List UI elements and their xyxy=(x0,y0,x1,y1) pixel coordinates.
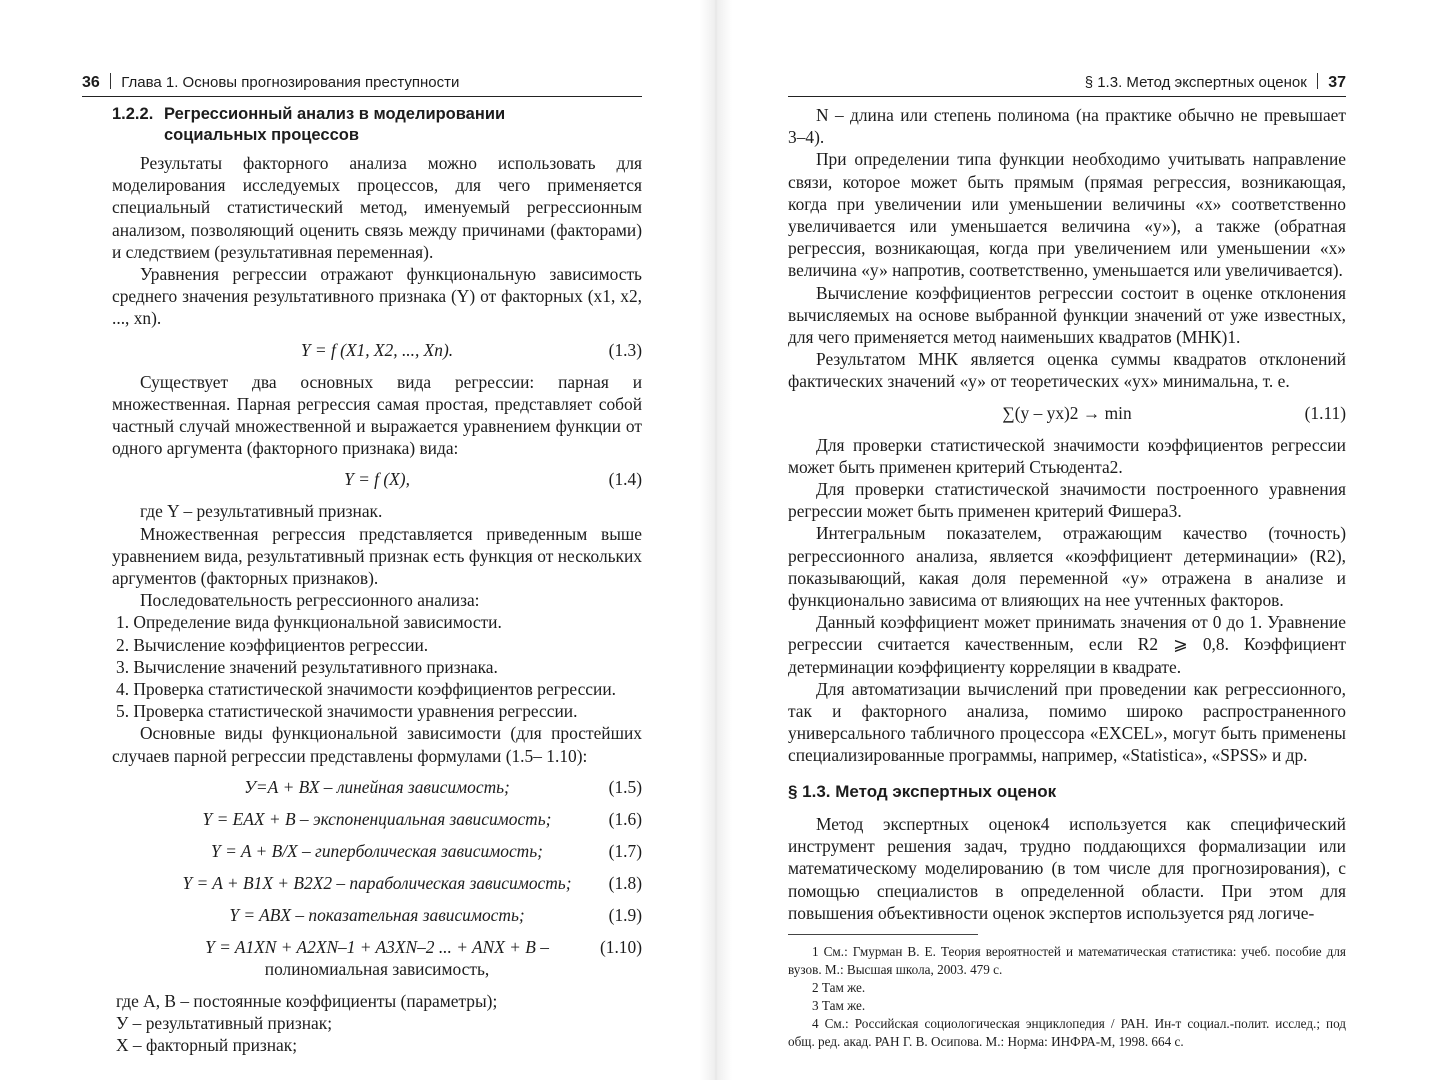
formula-1-3 xyxy=(112,339,642,361)
paragraph: Вычисление коэффициентов регрессии состоит в оценке отклонения вычисляемых на основе выбранной функции значений от уже известных, для чего применяется метод наименьших квадратов (МНК)1. xyxy=(788,282,1346,348)
paragraph: где Y – результативный признак. xyxy=(140,501,383,522)
formula-1-4 xyxy=(112,468,642,490)
formula-text: Y = A + B1X + B2X2 – параболическая зависимость; xyxy=(182,872,572,893)
paragraph: Данный коэффициент может принимать значения от 0 до 1. Уравнение регрессии считается качественным, если R2 ⩾ 0,8. Коэффициент детерминации коэффициенту корреляции в квадрате. xyxy=(788,612,1346,677)
analysis-steps-list xyxy=(112,611,642,722)
formula-number: (1.11) xyxy=(1304,402,1346,423)
book-gutter xyxy=(700,0,732,1080)
list-item: 5. Проверка статистической значимости уравнения регрессии. xyxy=(116,701,578,722)
paragraph: При определении типа функции необходимо учитывать направление связи, которое может быть прямым (прямая регрессия, возникающая, когда при увеличении или уменьшении величины «х» соответственно увеличивается или уменьшается величина «у»), а также (обратная регрессия, возникающая, когда при увеличением или уменьшении «х» величина «у» напротив, соответственно, уменьшается или увеличивается). xyxy=(788,149,1346,281)
formula-number: (1.6) xyxy=(608,808,642,829)
left-chapter-title: Глава 1. Основы прогнозирования преступности xyxy=(121,74,460,91)
paragraph: Для автоматизации вычислений при проведении как регрессионного, так и факторного анализа, помимо широко распространенного универсального табличного процессора «EXCEL», могут быть применены специализированные программы, например, «Statistica», «SPSS» и др. xyxy=(788,678,1346,766)
formula-text: Y = A1XN + A2XN–1 + A3XN–2 ... + ANX + B – xyxy=(205,936,549,957)
paragraph: Основные виды функциональной зависимости (для простейших случаев парной регрессии представлены формулами (1.5– 1.10): xyxy=(112,723,642,766)
formula-number: (1.5) xyxy=(608,776,642,797)
section-title-line2: социальных процессов xyxy=(164,126,359,144)
paragraph: Метод экспертных оценок4 используется как специфический инструмент решения задач, трудно поддающихся формализации или математическому моделированию (в том числе для прогнозирования), с помощью специалистов в определенной области. При этом для повышения объективности оценок экспертов используется ряд логиче- xyxy=(788,813,1346,923)
paragraph: Последовательность регрессионного анализа: xyxy=(140,590,480,611)
definition-line: где А, В – постоянные коэффициенты (параметры); xyxy=(116,990,498,1011)
where-definitions xyxy=(112,990,642,1057)
footnote: 2 Там же. xyxy=(812,979,866,995)
header-divider xyxy=(110,73,111,89)
formula-text: Y = ABX – показательная зависимость; xyxy=(229,904,525,925)
footnote: 4 См.: Российская социологическая энциклопедия / РАН. Ин-т социал.-полит. исслед.; под общ. ред. акад. РАН Г. В. Осипова. М.: Норма: ИНФРА-М, 1998. 664 с. xyxy=(788,1015,1346,1049)
formula-text: Y = A + B/X – гиперболическая зависимость; xyxy=(211,840,543,861)
formula-1-6 xyxy=(112,808,642,830)
definition-line: У – результативный признак; xyxy=(116,1013,333,1034)
formula-number: (1.7) xyxy=(608,840,642,861)
paragraph: Для проверки статистической значимости построенного уравнения регрессии может быть применен критерий Фишера3. xyxy=(788,479,1346,522)
right-page-number: 37 xyxy=(1328,74,1346,91)
formula-number: (1.10) xyxy=(599,936,642,957)
paragraph: Результатом МНК является оценка суммы квадратов отклонений фактических значений «у» от теоретических «ух» минимальна, т. е. xyxy=(788,349,1346,392)
formula-text-line2: полиномиальная зависимость, xyxy=(264,958,490,979)
footnotes xyxy=(788,943,1346,1051)
section-number: 1.2.2. xyxy=(112,105,154,123)
paragraph: Результаты факторного анализа можно использовать для моделирования исследуемых процессов, для чего применяется специальный статистический метод, именуемый регрессионным анализом, позволяющий оценить связь между причинами (факторами) и следствием (результативная переменная). xyxy=(112,153,642,262)
formula-number: (1.9) xyxy=(608,904,642,925)
formula-1-10 xyxy=(112,936,642,980)
left-page-number: 36 xyxy=(82,74,100,91)
paragraph: Интегральным показателем, отражающим качество (точность) регрессионного анализа, является «коэффициент детерминации» (R2), показывающий, какая доля переменной «у» отражена в анализе и функционально зависима от влияющих на нее учтенных факторов. xyxy=(788,523,1346,611)
formula-number: (1.4) xyxy=(608,469,642,490)
list-item: 1. Определение вида функциональной зависимости. xyxy=(116,612,502,633)
right-running-head xyxy=(788,70,1346,97)
formula-number: (1.8) xyxy=(608,872,642,893)
paragraph: Множественная регрессия представляется приведенным выше уравнением вида, результативный признак есть функция от нескольких аргументов (факторных признаков). xyxy=(112,523,642,589)
formula-1-11 xyxy=(788,402,1346,424)
formula-text: ∑(y – yx)2 → min xyxy=(1002,402,1132,423)
paragraph: Для проверки статистической значимости коэффициентов регрессии может быть применен критерий Стьюдента2. xyxy=(788,434,1346,477)
list-item: 3. Вычисление значений результативного признака. xyxy=(116,656,498,677)
right-section-title: § 1.3. Метод экспертных оценок xyxy=(1084,74,1307,91)
left-running-head xyxy=(82,70,642,97)
formula-1-7 xyxy=(112,840,642,862)
definition-line: Х – факторный признак; xyxy=(116,1035,298,1056)
formula-text: У=А + ВХ – линейная зависимость; xyxy=(244,776,510,797)
paragraph: Уравнения регрессии отражают функциональную зависимость среднего значения результативного признака (Y) от факторных (x1, x2, ..., xn). xyxy=(112,264,642,329)
footnote-rule xyxy=(788,934,978,935)
formula-number: (1.3) xyxy=(608,339,642,360)
formula-text: Y = EAX + B – экспоненциальная зависимость; xyxy=(202,808,552,829)
section-heading-1-2-2 xyxy=(112,104,642,146)
section-heading-1-3: § 1.3. Метод экспертных оценок xyxy=(788,781,1057,801)
section-title-line1: Регрессионный анализ в моделировании xyxy=(164,105,506,123)
list-item: 4. Проверка статистической значимости коэффициентов регрессии. xyxy=(116,679,616,700)
paragraph: Существует два основных вида регрессии: парная и множественная. Парная регрессия самая простая, представляет собой частный случай множественной и выражается уравнением функции от одного аргумента (факторного признака) вида: xyxy=(112,371,642,459)
formula-1-5 xyxy=(112,776,642,798)
header-divider xyxy=(1317,73,1318,89)
formula-text: Y = f (X1, X2, ..., Xn). xyxy=(300,339,454,360)
paragraph: N – длина или степень полинома (на практике обычно не превышает 3–4). xyxy=(788,105,1346,148)
formula-text: Y = f (X), xyxy=(344,469,410,490)
footnote: 3 Там же. xyxy=(812,997,866,1013)
left-page-body xyxy=(112,104,642,1056)
footnote: 1 См.: Гмурман В. Е. Теория вероятностей и математическая статистика: учеб. пособие для вузов. М.: Высшая школа, 2003. 479 с. xyxy=(788,943,1346,977)
formula-1-9 xyxy=(112,904,642,926)
formula-1-8 xyxy=(112,872,642,894)
right-page-body xyxy=(788,104,1346,1051)
list-item: 2. Вычисление коэффициентов регрессии. xyxy=(116,634,429,655)
